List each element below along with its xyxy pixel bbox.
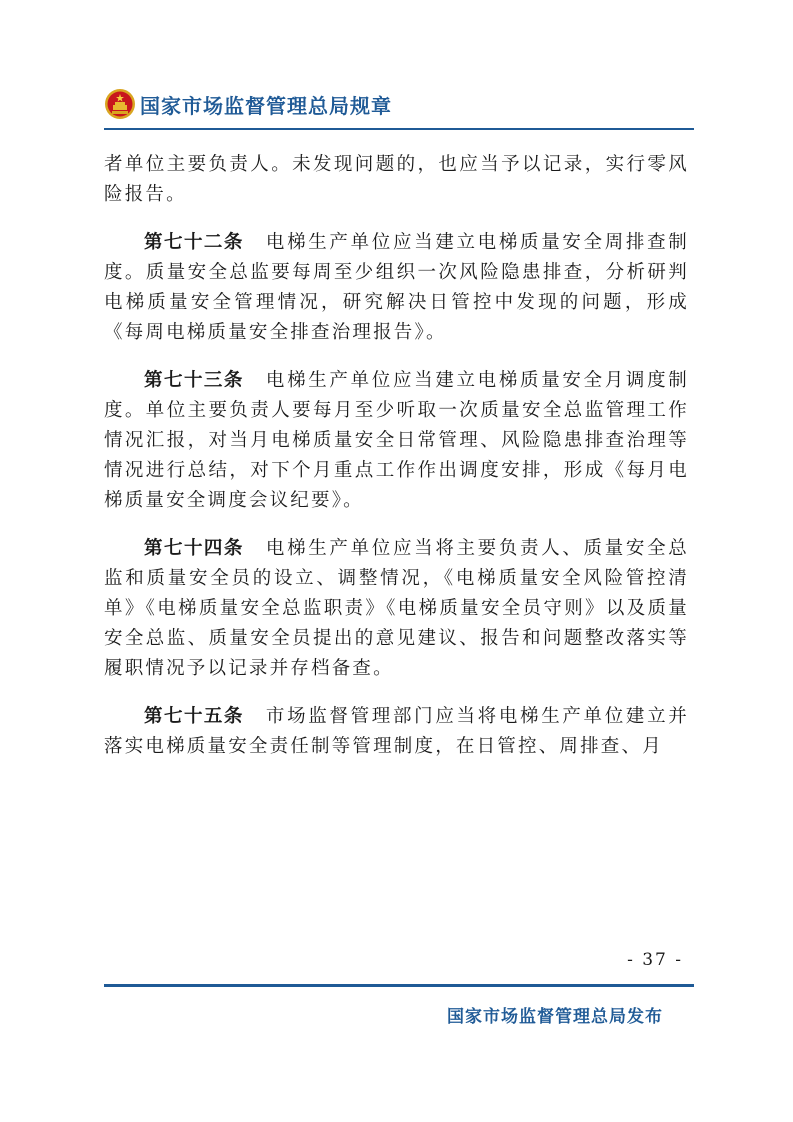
article-number: 第七十二条 [144,232,244,253]
article-72 [104,228,689,348]
article-74 [104,534,689,684]
article-number: 第七十三条 [144,370,244,391]
article-number: 第七十四条 [144,538,244,559]
page-header [104,84,392,124]
document-body [104,150,689,780]
article-text: 电梯生产单位应当将主要负责人、质量安全总监和质量安全员的设立、调整情况，《电梯质量安全风险管控清单》《电梯质量安全总监职责》《电梯质量安全员守则》以及质量安全总监、质量安全员提出的意见建议、报告和问题整改落实等履职情况予以记录并存档备查。 [104,538,689,679]
header-title: 国家市场监督管理总局规章 [140,93,392,118]
page-number: - 37 - [627,950,683,970]
article-73 [104,366,689,516]
footer-publisher: 国家市场监督管理总局发布 [447,1007,663,1027]
article-text: 电梯生产单位应当建立电梯质量安全周排查制度。质量安全总监要每周至少组织一次风险隐患排查，分析研判电梯质量安全管理情况，研究解决日管控中发现的问题，形成《每周电梯质量安全排查治理报告》。 [104,232,689,343]
paragraph-continuation: 者单位主要负责人。未发现问题的，也应当予以记录，实行零风险报告。 [104,154,689,205]
article-number: 第七十五条 [144,706,244,727]
national-emblem-icon [104,88,136,120]
footer-divider [104,984,694,987]
article-75 [104,702,689,762]
article-text: 电梯生产单位应当建立电梯质量安全月调度制度。单位主要负责人要每月至少听取一次质量安全总监管理工作情况汇报，对当月电梯质量安全日常管理、风险隐患排查治理等情况进行总结，对下个月重点工作作出调度安排，形成《每月电梯质量安全调度会议纪要》。 [104,370,689,511]
article-text: 市场监督管理部门应当将电梯生产单位建立并落实电梯质量安全责任制等管理制度，在日管控、周排查、月 [104,706,689,757]
header-divider [104,128,694,130]
